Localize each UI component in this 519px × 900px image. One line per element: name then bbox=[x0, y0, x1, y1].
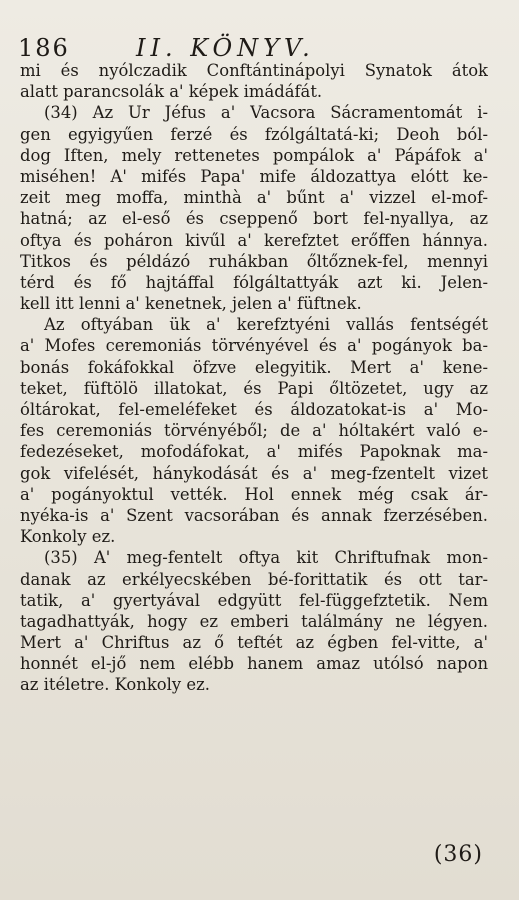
text-line: zeit meg moffa, minthà a' bűnt a' vizzel el-mof- bbox=[20, 188, 488, 208]
text-line: mi és nyólczadik Conftántinápolyi Synatok átok bbox=[20, 61, 488, 80]
text-line: fes ceremoniás törvényéből; de a' hóltakért való e- bbox=[20, 421, 488, 441]
text-line: teket, füftölö illatokat, és Papi őltözetet, ugy az bbox=[20, 378, 488, 398]
text-line: térd és fő hajtáffal fólgáltattyák azt ki. Jelen- bbox=[20, 272, 488, 292]
running-title: II. KÖNYV. bbox=[136, 34, 315, 62]
text-line: gok vifelését, hánykodását és a' meg-fzentelt vizet bbox=[20, 463, 488, 483]
text-line: az itéletre. Konkoly ez. bbox=[20, 675, 210, 695]
text-line: miséhen! A' mifés Papa' mife áldozattya elótt ke- bbox=[20, 166, 488, 186]
text-line: gen egyigyűen ferzé és fzólgáltatá-ki; Deoh ból- bbox=[20, 124, 488, 144]
text-line: honnét el-jő nem elébb hanem amaz utólsó napon bbox=[20, 654, 488, 674]
text-line: danak az erkélyecskében bé-forittatik és ott tar- bbox=[20, 569, 488, 589]
text-line: dog Iften, mely rettenetes pompálok a' Pápáfok a' bbox=[20, 145, 488, 165]
text-line: Az oftyában ük a' kerefztyéni vallás fentségét bbox=[44, 315, 488, 335]
catchword: (36) bbox=[433, 842, 483, 867]
text-line: fedezéseket, mofodáfokat, a' mifés Papoknak ma- bbox=[20, 442, 488, 462]
text-line: (34) Az Ur Jéfus a' Vacsora Sácramentomát i- bbox=[44, 103, 488, 123]
text-line: hatná; az el-eső és cseppenő bort fel-nyallya, az bbox=[20, 209, 488, 229]
text-line: nyéka-is a' Szent vacsorában és annak fzerzésében. bbox=[20, 505, 488, 525]
text-line: óltárokat, fel-emeléfeket és áldozatokat-is a' Mo- bbox=[20, 400, 488, 419]
running-head bbox=[18, 34, 498, 60]
text-line: Mert a' Chriftus az ő teftét az égben fel-vitte, a' bbox=[20, 633, 488, 653]
text-line: oftya és poháron kivűl a' kerefztet erőffen hánnya. bbox=[20, 230, 488, 250]
text-line: (35) A' meg-fentelt oftya kit Chriftufnak mon- bbox=[44, 548, 488, 568]
text-line: alatt parancsolák a' képek imádáfát. bbox=[20, 82, 323, 102]
body-text bbox=[20, 60, 488, 696]
text-line: bonás fokáfokkal öfzve elegyitik. Mert a' kene- bbox=[20, 357, 488, 377]
text-line: Konkoly ez. bbox=[20, 527, 116, 547]
text-line: tatik, a' gyertyával edgyütt fel-függefztetik. Nem bbox=[20, 590, 488, 610]
text-line: kell itt lenni a' kenetnek, jelen a' füftnek. bbox=[20, 294, 362, 314]
text-line: Titkos és példázó ruhákban őltőznek-fel, mennyi bbox=[20, 251, 488, 271]
text-line: a' Mofes ceremoniás törvényével és a' pogányok ba- bbox=[20, 336, 488, 356]
page-number: 186 bbox=[18, 34, 70, 62]
text-line: tagadhattyák, hogy ez emberi találmány ne légyen. bbox=[20, 611, 488, 631]
text-line: a' pogányoktul vették. Hol ennek még csak ár- bbox=[20, 484, 488, 504]
